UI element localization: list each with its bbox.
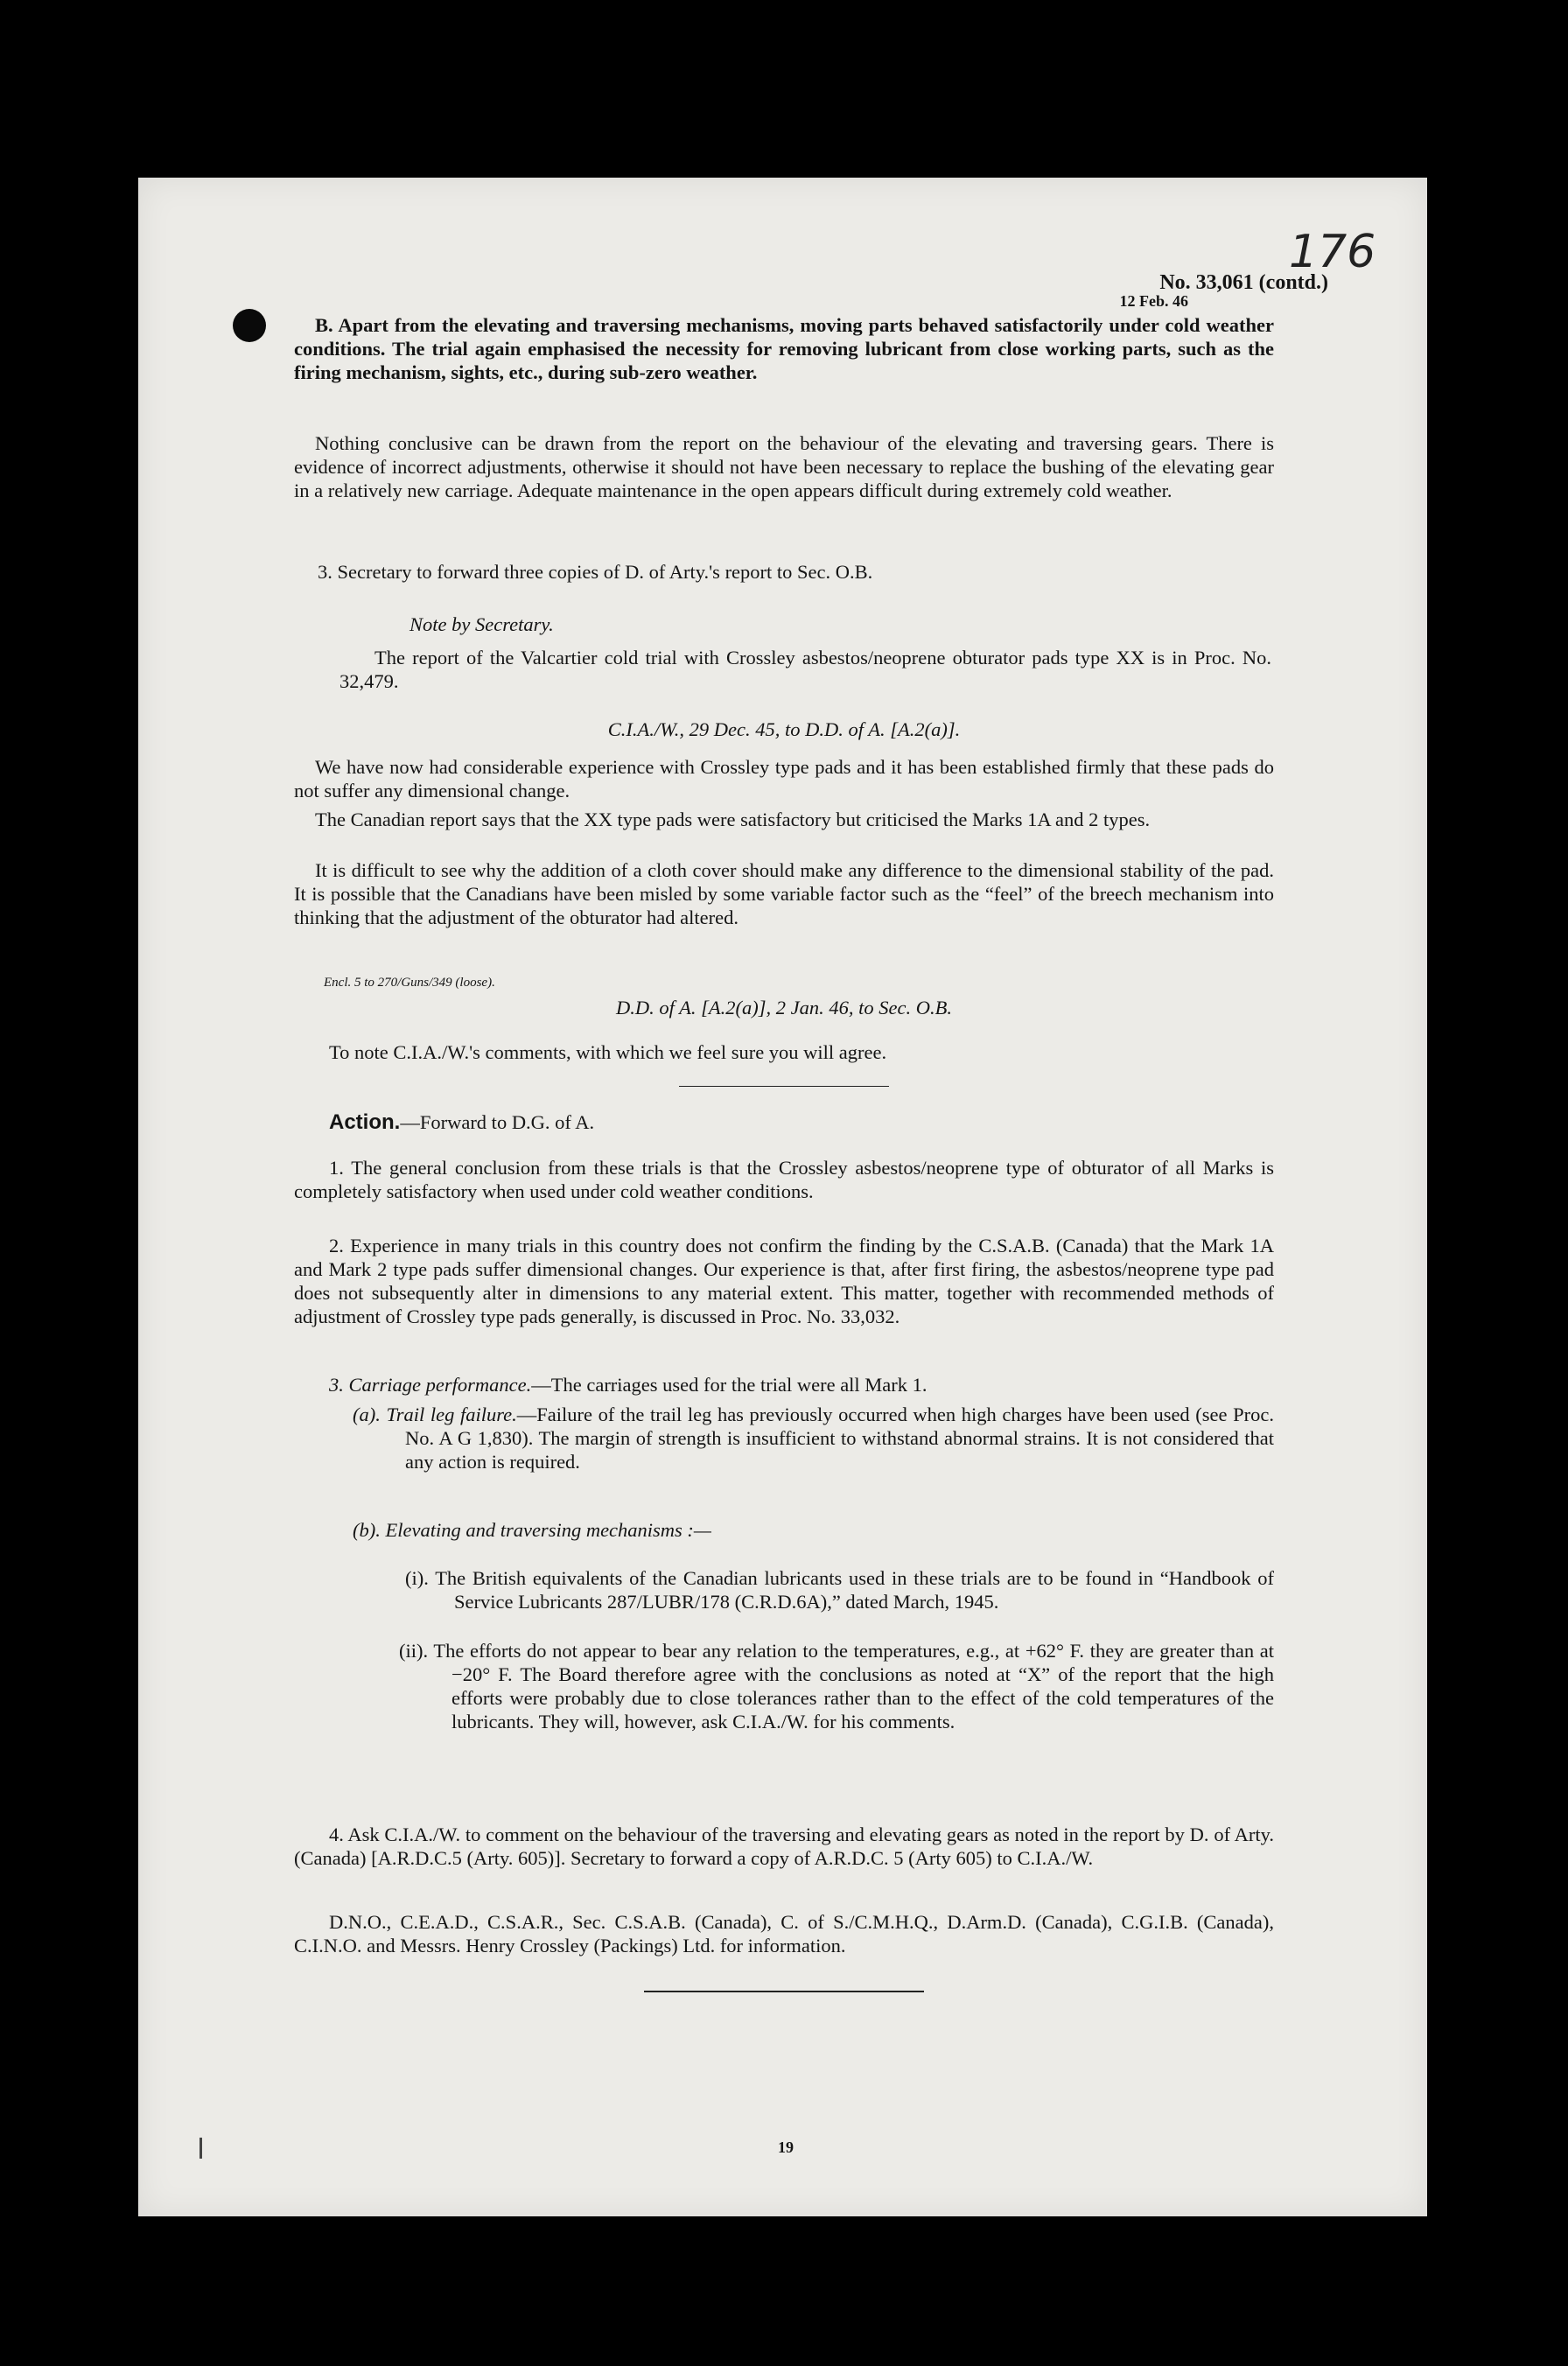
action-heading [329,1110,1274,1134]
handwritten-folio-number: 176 [1289,226,1376,278]
action-label: Action. [329,1110,401,1134]
paragraph-b: B. Apart from the elevating and traversing mechanisms, moving parts behaved satisfactorily under cold weather conditions. The trial again emphasised the necessity for removing lubricant from close working parts, such as the firing mechanism, sights, etc., during sub-zero weather. [294,314,1274,383]
cia-paragraph-3: It is difficult to see why the addition of a cloth cover should make any difference to the dimensional stability of the pad. It is possible that the Canadians have been misled by some variable factor such as the “feel” of the breech mechanism into thinking that the adjustment of the obturator had altered. [294,859,1274,928]
enclosure-note: Encl. 5 to 270/Guns/349 (loose). [324,976,495,990]
note-heading: Note by Secretary. [410,613,554,635]
carriage-performance-text: —The carriages used for the trial were all Mark 1. [531,1374,928,1396]
closing-rule [644,1991,924,1992]
page-number: 19 [778,2138,794,2156]
action-paragraph-3 [329,1373,1274,1396]
margin-mark [200,2138,202,2159]
document-number: No. 33,061 (contd.) [1159,271,1328,294]
document-date: 12 Feb. 46 [1119,292,1188,310]
paragraph-nothing-conclusive: Nothing conclusive can be drawn from the report on the behaviour of the elevating and traversing gears. There is evidence of incorrect adjustments, otherwise it should not have been necessary to replace the bushing of the elevating gear in a relatively new carriage. Adequate maintenance in the open appears difficult during extremely cold weather. [294,432,1274,501]
punch-hole-icon [233,309,266,342]
note-text: The report of the Valcartier cold trial with Crossley asbestos/neoprene obturator pads type XX is in Proc. No. 32,479. [340,647,1271,692]
carriage-performance-label: 3. Carriage performance. [329,1374,532,1396]
paragraph-3: 3. Secretary to forward three copies of D. of Arty.'s report to Sec. O.B. [318,561,873,583]
action-paragraph-1: 1. The general conclusion from these trials is that the Crossley asbestos/neoprene type of obturator of all Marks is completely satisfactory when used under cold weather conditions. [294,1157,1274,1202]
action-text: —Forward to D.G. of A. [400,1111,595,1133]
cia-reference: C.I.A./W., 29 Dec. 45, to D.D. of A. [A.2(a)]. [607,718,961,740]
trail-leg-text: —Failure of the trail leg has previously occurred when high charges have been used (see Proc. No. A G 1,830). The margin of strength is insufficient to withstand abnormal strains. It is not considered that any action is required. [405,1404,1274,1473]
action-paragraph-3b-ii: (ii). The efforts do not appear to bear any relation to the temperatures, e.g., at +62° F. they are greater than at −20° F. The Board therefore agree with the conclusions as noted at “X” of the report that the high efforts were probably due to close tolerances rather than to the effect of the cold temperatures of the lubricants. They will, however, ask C.I.A./W. for his comments. [399,1640,1274,1732]
trail-leg-label: (a). Trail leg failure. [353,1404,517,1425]
action-paragraph-3b-i: (i). The British equivalents of the Canadian lubricants used in these trials are to be found in “Handbook of Service Lubricants 287/LUBR/178 (C.R.D.6A),” dated March, 1945. [405,1567,1274,1613]
separator-rule [679,1086,889,1087]
distribution-list: D.N.O., C.E.A.D., C.S.A.R., Sec. C.S.A.B. (Canada), C. of S./C.M.H.Q., D.Arm.D. (Canada), C.G.I.B. (Canada), C.I.N.O. and Messrs. Henry Crossley (Packings) Ltd. for information. [294,1911,1274,1956]
action-paragraph-3b: (b). Elevating and traversing mechanisms :— [353,1519,711,1541]
document-page [138,178,1427,2216]
cia-paragraph-1: We have now had considerable experience with Crossley type pads and it has been established firmly that these pads do not suffer any dimensional change. [294,756,1274,802]
cia-paragraph-2: The Canadian report says that the XX type pads were satisfactory but criticised the Marks 1A and 2 types. [315,808,1151,830]
action-paragraph-4: 4. Ask C.I.A./W. to comment on the behaviour of the traversing and elevating gears as noted in the report by D. of Arty. (Canada) [A.R.D.C.5 (Arty. 605)]. Secretary to forward a copy of A.R.D.C. 5 (Arty 605) to C.I.A./W. [294,1824,1274,1869]
dd-text: To note C.I.A./W.'s comments, with which we feel sure you will agree. [329,1041,887,1063]
action-paragraph-2: 2. Experience in many trials in this country does not confirm the finding by the C.S.A.B. (Canada) that the Mark 1A and Mark 2 type pads suffer dimensional changes. Our experience is that, after first firing, the asbestos/neoprene type pad does not subsequently alter in dimensions to any material extent. This matter, together with recommended methods of adjustment of Crossley type pads generally, is discussed in Proc. No. 33,032. [294,1235,1274,1327]
action-paragraph-3a [353,1403,1274,1474]
dd-reference: D.D. of A. [A.2(a)], 2 Jan. 46, to Sec. O.B. [616,997,952,1018]
